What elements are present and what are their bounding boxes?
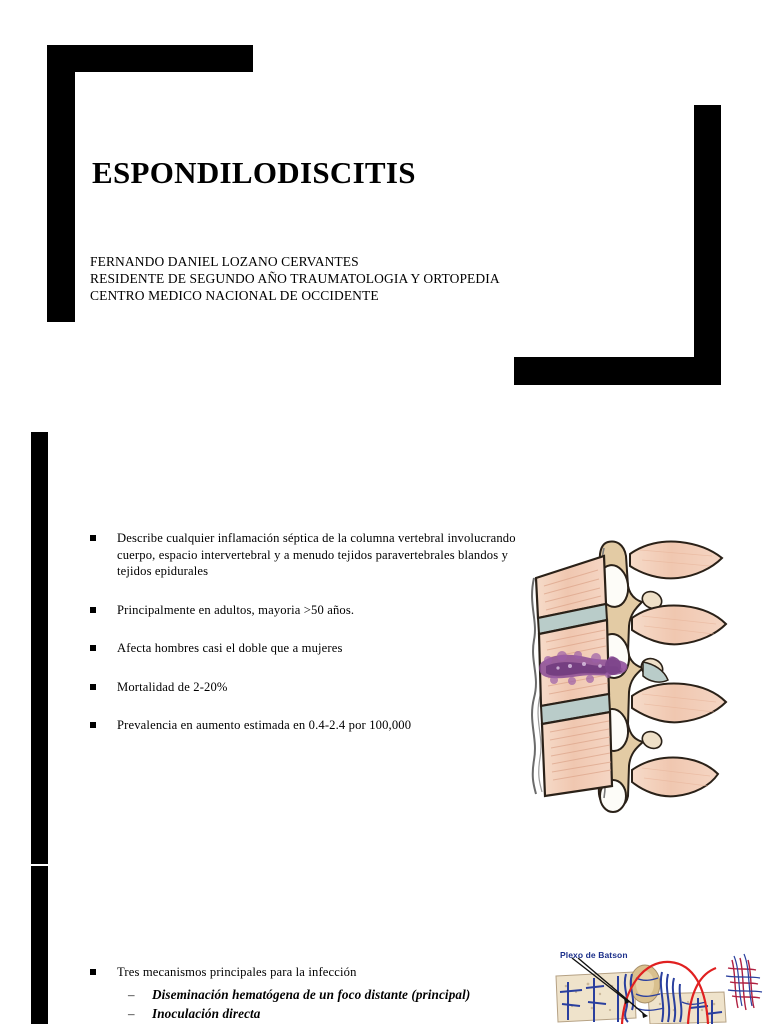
content-slide-definition: [0, 432, 768, 864]
square-bullet-icon: [90, 607, 96, 613]
square-bullet-icon: [90, 722, 96, 728]
spine-infection-illustration: [512, 534, 736, 816]
author-block: [90, 253, 500, 304]
list-item-label: Mortalidad de 2-20%: [117, 679, 228, 694]
square-bullet-icon: [90, 969, 96, 975]
list-item-label: Describe cualquier inflamación séptica de la columna vertebral involucrando cuerpo, espacio intervertebral y a menudo tejidos paravertebrales blandos y tejidos epidurales: [117, 531, 516, 578]
decorative-left-bar: [31, 432, 48, 864]
decorative-left-bar: [31, 866, 48, 1024]
bullet-list: [88, 964, 558, 1023]
list-item: [88, 530, 518, 580]
sub-list-item: [88, 985, 558, 1004]
batson-plexus-label: Plexo de Batson: [560, 950, 628, 960]
square-bullet-icon: [90, 645, 96, 651]
square-bullet-icon: [90, 535, 96, 541]
decorative-bracket-bottom-right-vertical: [694, 105, 721, 385]
list-item: [88, 717, 518, 734]
list-item: [88, 679, 518, 696]
author-role: RESIDENTE DE SEGUNDO AÑO TRAUMATOLOGIA Y ORTOPEDIA: [90, 271, 500, 286]
list-item: [88, 602, 518, 619]
list-item: [88, 964, 558, 981]
list-item-label: Principalmente en adultos, mayoria >50 años.: [117, 602, 355, 617]
sub-list-item-label: Diseminación hematógena de un foco distante (principal): [152, 987, 471, 1002]
content-slide-mechanisms: [0, 866, 768, 1024]
square-bullet-icon: [90, 684, 96, 690]
batson-plexus-illustration: [548, 948, 768, 1024]
title-slide: [0, 0, 768, 432]
list-item-label: Afecta hombres casi el doble que a mujeres: [117, 641, 343, 655]
decorative-bracket-bottom-right-horizontal: [514, 357, 721, 385]
bullet-list: [88, 530, 518, 756]
sub-list-item-label: Inoculación directa: [152, 1006, 261, 1021]
dash-bullet-icon: –: [128, 1006, 135, 1021]
list-item-label: Prevalencia en aumento estimada en 0.4-2.4 por 100,000: [117, 718, 412, 732]
dash-bullet-icon: –: [128, 987, 135, 1002]
decorative-bracket-top-left-horizontal: [47, 45, 253, 72]
sub-list-item: [88, 1004, 558, 1023]
author-name: FERNANDO DANIEL LOZANO CERVANTES: [90, 254, 359, 269]
decorative-bracket-top-left-vertical: [47, 45, 75, 322]
page-title: ESPONDILODISCITIS: [92, 155, 416, 190]
list-item-label: Tres mecanismos principales para la infección: [117, 965, 357, 979]
author-institution: CENTRO MEDICO NACIONAL DE OCCIDENTE: [90, 288, 379, 303]
list-item: [88, 640, 518, 657]
